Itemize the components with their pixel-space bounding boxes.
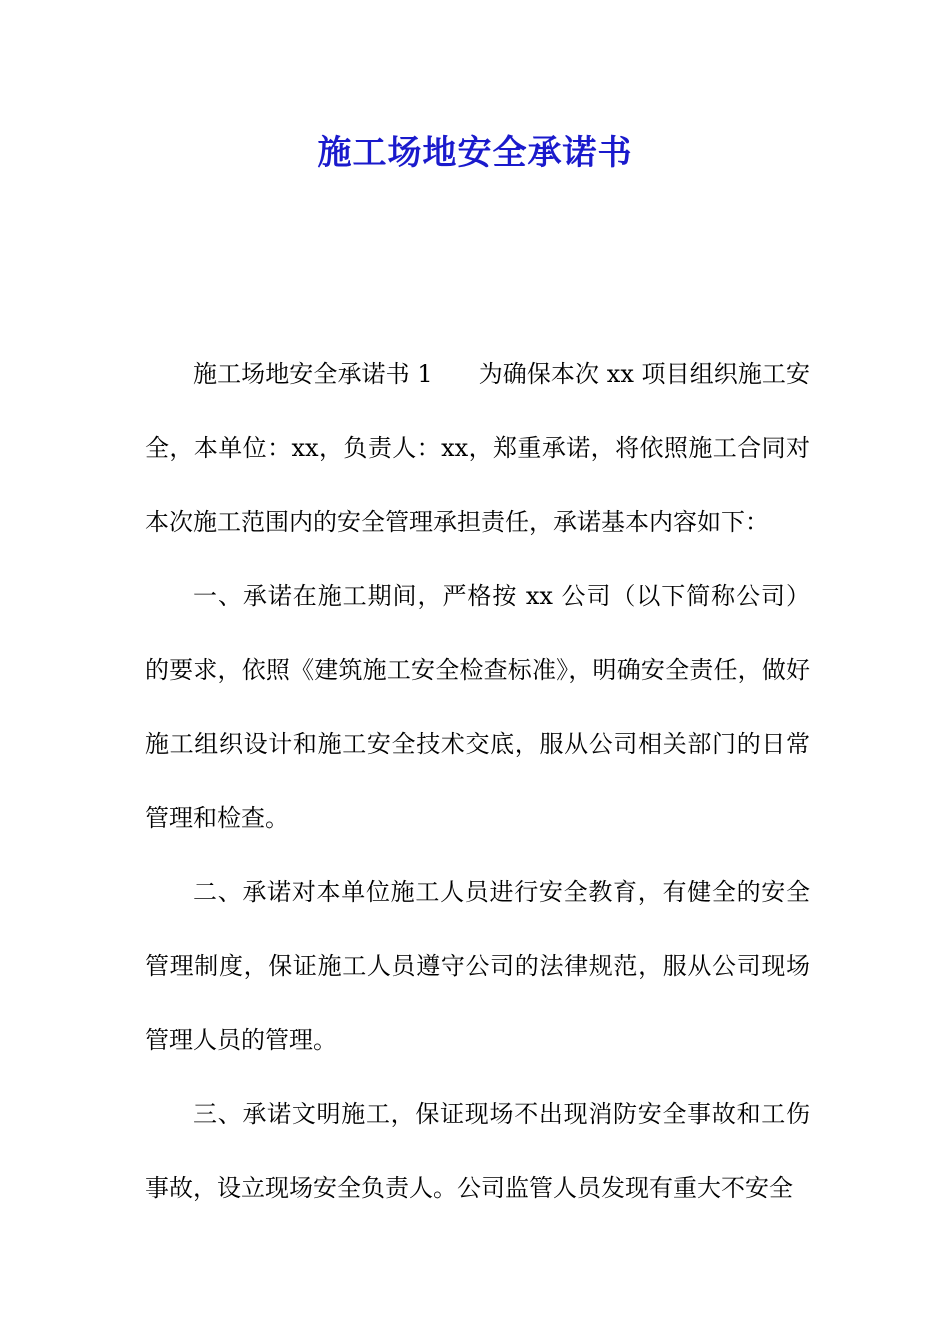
paragraph-2: 一、承诺在施工期间，严格按 xx 公司（以下简称公司）的要求，依照《建筑施工安全检查标准》，明确安全责任，做好施工组织设计和施工安全技术交底，服从公司相关部门的日常管理和检查。	[145, 582, 810, 832]
paragraph-4: 三、承诺文明施工，保证现场不出现消防安全事故和工伤事故，设立现场安全负责人。公司监管人员发现有重大不安全	[145, 1100, 810, 1202]
document-title: 施工场地安全承诺书	[317, 133, 633, 173]
paragraph-3: 二、承诺对本单位施工人员进行安全教育，有健全的安全管理制度，保证施工人员遵守公司的法律规范，服从公司现场管理人员的管理。	[145, 878, 810, 1054]
paragraph-1	[145, 337, 810, 559]
paragraph-1-text: 为确保本次 xx 项目组织施工安全，本单位：xx，负责人：xx，郑重承诺，将依照施工合同对本次施工范围内的安全管理承担责任，承诺基本内容如下：	[145, 360, 810, 536]
paragraph-1-lead: 施工场地安全承诺书 1	[193, 360, 433, 388]
document-body	[145, 337, 810, 1225]
